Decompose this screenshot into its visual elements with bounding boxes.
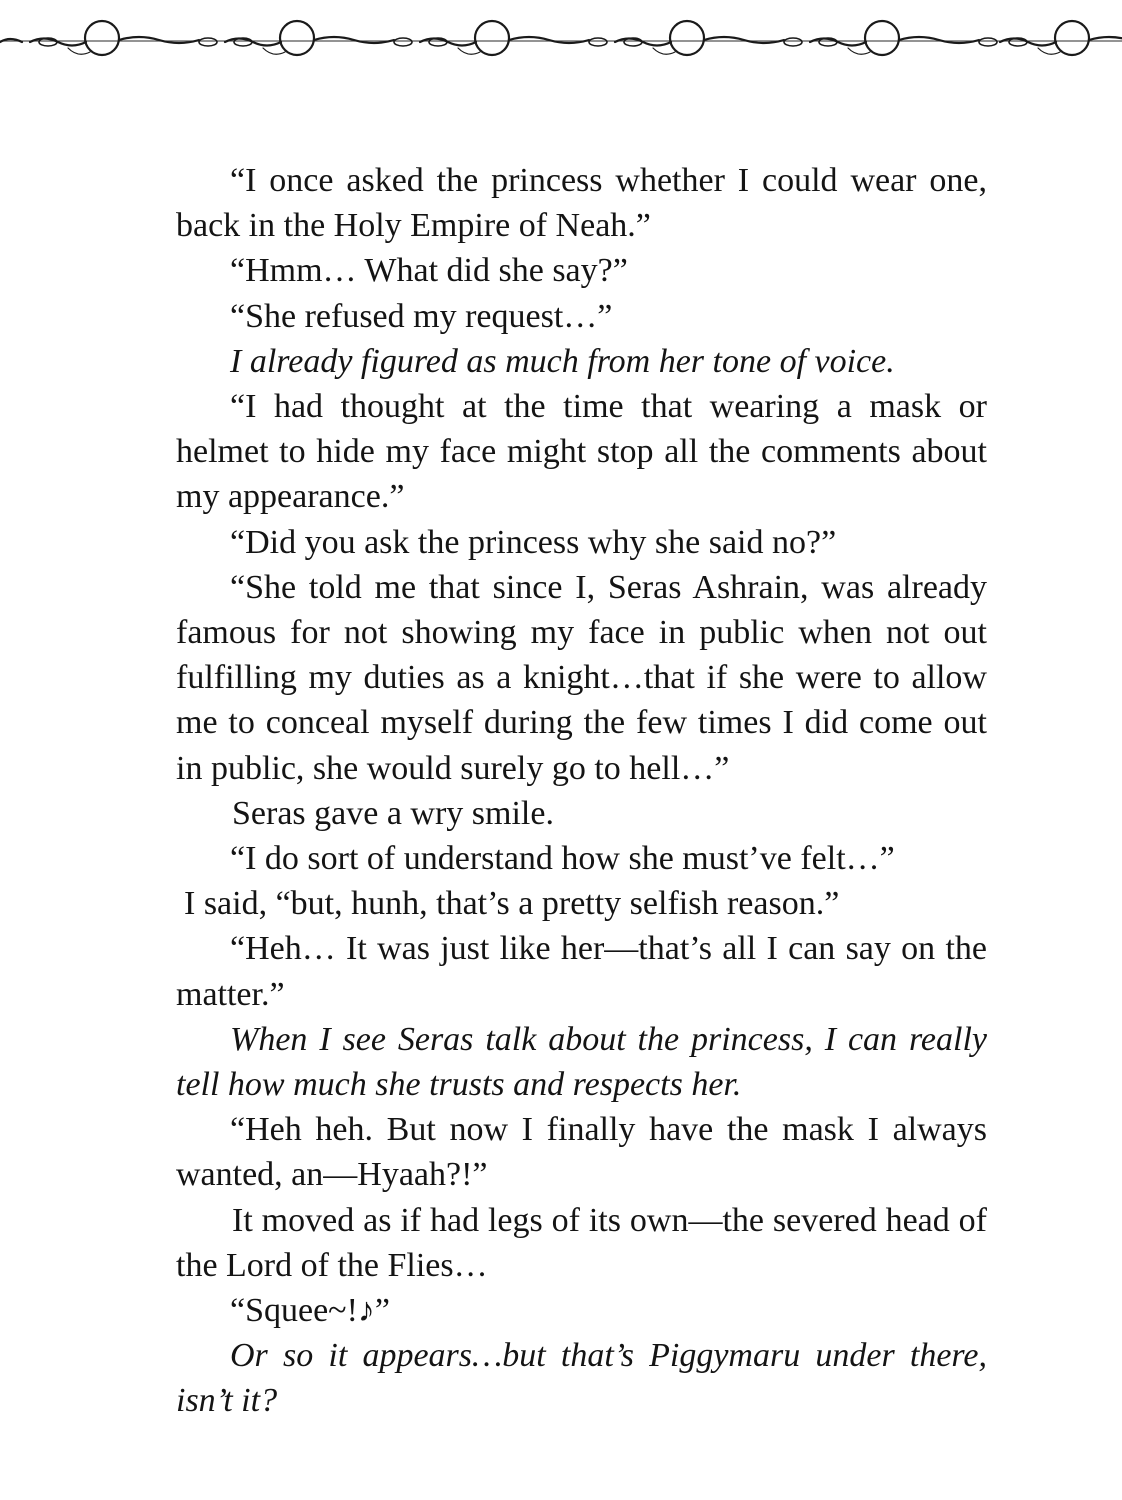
paragraph: “She told me that since I, Seras Ashrain, was already famous for not showing my face in public when not out fulfilling my duties as a knight…that if she were to allow me to conceal myself during the few times I did come out in public, she would surely go to hell…” (176, 568, 987, 787)
paragraph: “I had thought at the time that wearing a mask or helmet to hide my face might stop all the comments about my appearance.” (176, 388, 987, 516)
paragraph-italic: Or so it appears…but that’s Piggymaru under there, isn’t it? (176, 1337, 987, 1420)
chain-border-ornament (0, 0, 1122, 80)
paragraph: It moved as if had legs of its own—the severed head of the Lord of the Flies… (176, 1201, 987, 1284)
paragraph: “Did you ask the princess why she said no?” (230, 523, 837, 561)
paragraph: “I once asked the princess whether I could wear one, back in the Holy Empire of Neah.” (176, 162, 987, 245)
paragraph: “I do sort of understand how she must’ve felt…” (230, 840, 895, 878)
paragraph-italic: When I see Seras talk about the princess, I can really tell how much she trusts and respects her. (176, 1020, 987, 1104)
paragraph: “She refused my request…” (230, 297, 613, 335)
paragraph: I said, “but, hunh, that’s a pretty selfish reason.” (184, 885, 840, 923)
paragraph: “Hmm… What did she say?” (230, 252, 628, 290)
paragraph: “Heh heh. But now I finally have the mask I always wanted, an—Hyaah?!” (176, 1111, 987, 1194)
paragraph: “Squee~!♪” (230, 1292, 390, 1330)
paragraph: Seras gave a wry smile. (232, 794, 554, 832)
paragraph: “Heh… It was just like her—that’s all I can say on the matter.” (176, 930, 987, 1013)
body-text (176, 158, 987, 1424)
paragraph-italic: I already figured as much from her tone of voice. (230, 342, 895, 380)
